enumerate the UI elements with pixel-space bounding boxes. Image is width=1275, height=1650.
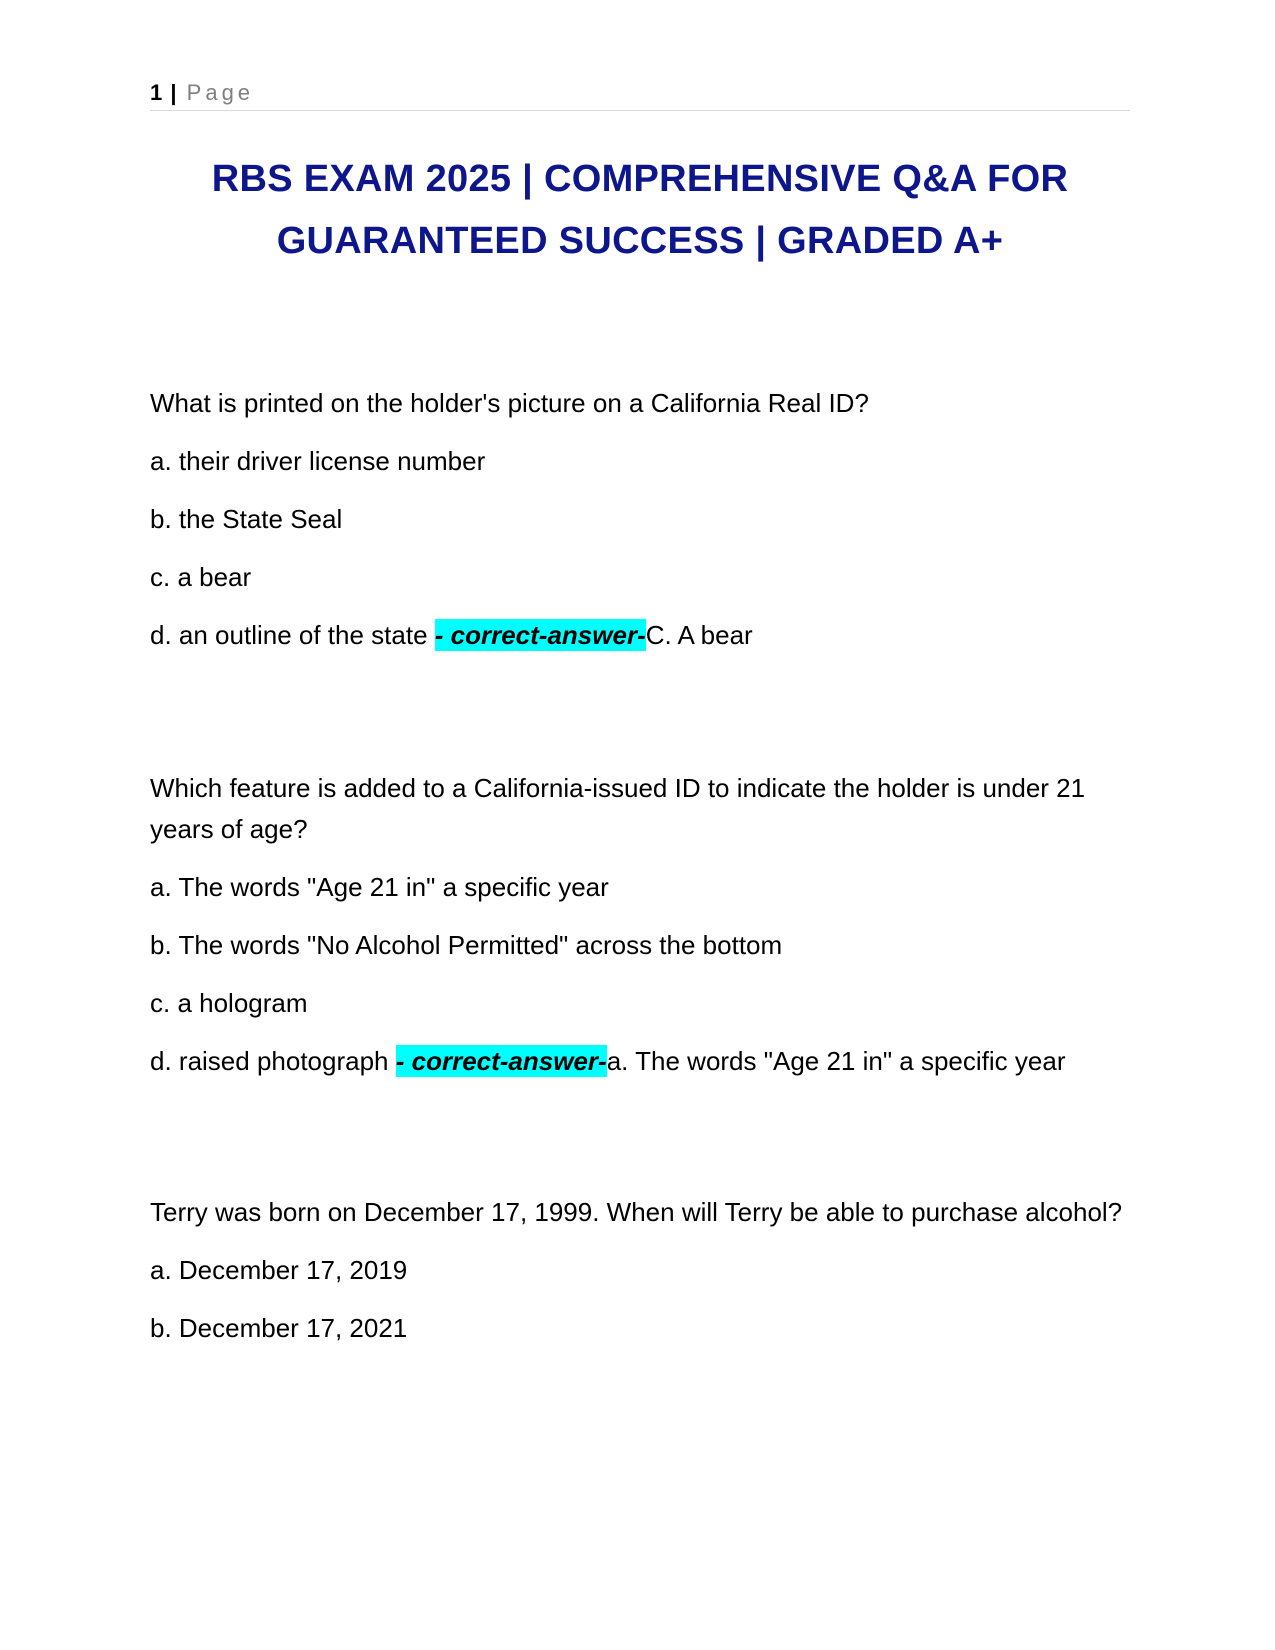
correct-answer-marker: - correct-answer- (434, 620, 646, 650)
answer-option-with-answer (150, 1041, 1130, 1082)
correct-answer-text: a. The words "Age 21 in" a specific year (606, 1046, 1066, 1076)
question-block (150, 768, 1130, 1082)
question-text: What is printed on the holder's picture on a California Real ID? (150, 388, 869, 418)
answer-option-with-answer (150, 615, 1130, 656)
question-text: Terry was born on December 17, 1999. When will Terry be able to purchase alcohol? (150, 1197, 1123, 1227)
page-number: 1 (150, 80, 163, 105)
page-header (150, 78, 1130, 111)
answer-option: b. December 17, 2021 (150, 1313, 408, 1343)
page-label: Page (186, 80, 255, 105)
answer-option: a. The words "Age 21 in" a specific year (150, 872, 609, 902)
answer-option: c. a bear (150, 562, 252, 592)
question-block (150, 383, 1130, 656)
question-text: Which feature is added to a California-issued ID to indicate the holder is under 21 years of age? (150, 773, 1086, 844)
answer-option: c. a hologram (150, 988, 308, 1018)
correct-answer-text: C. A bear (645, 620, 753, 650)
title-line-1: RBS EXAM 2025 | COMPREHENSIVE Q&A FOR (211, 158, 1069, 200)
answer-option: a. their driver license number (150, 446, 486, 476)
answer-option: b. the State Seal (150, 504, 343, 534)
answer-option-text: d. raised photograph (150, 1046, 396, 1076)
answer-option-text: d. an outline of the state (150, 620, 435, 650)
title-line-2: GUARANTEED SUCCESS | GRADED A+ (276, 220, 1004, 262)
correct-answer-marker: - correct-answer- (395, 1046, 607, 1076)
answer-option: a. December 17, 2019 (150, 1255, 408, 1285)
document-title (150, 148, 1130, 272)
page-separator: | (170, 80, 177, 105)
question-block (150, 1192, 1130, 1349)
answer-option: b. The words "No Alcohol Permitted" across the bottom (150, 930, 783, 960)
